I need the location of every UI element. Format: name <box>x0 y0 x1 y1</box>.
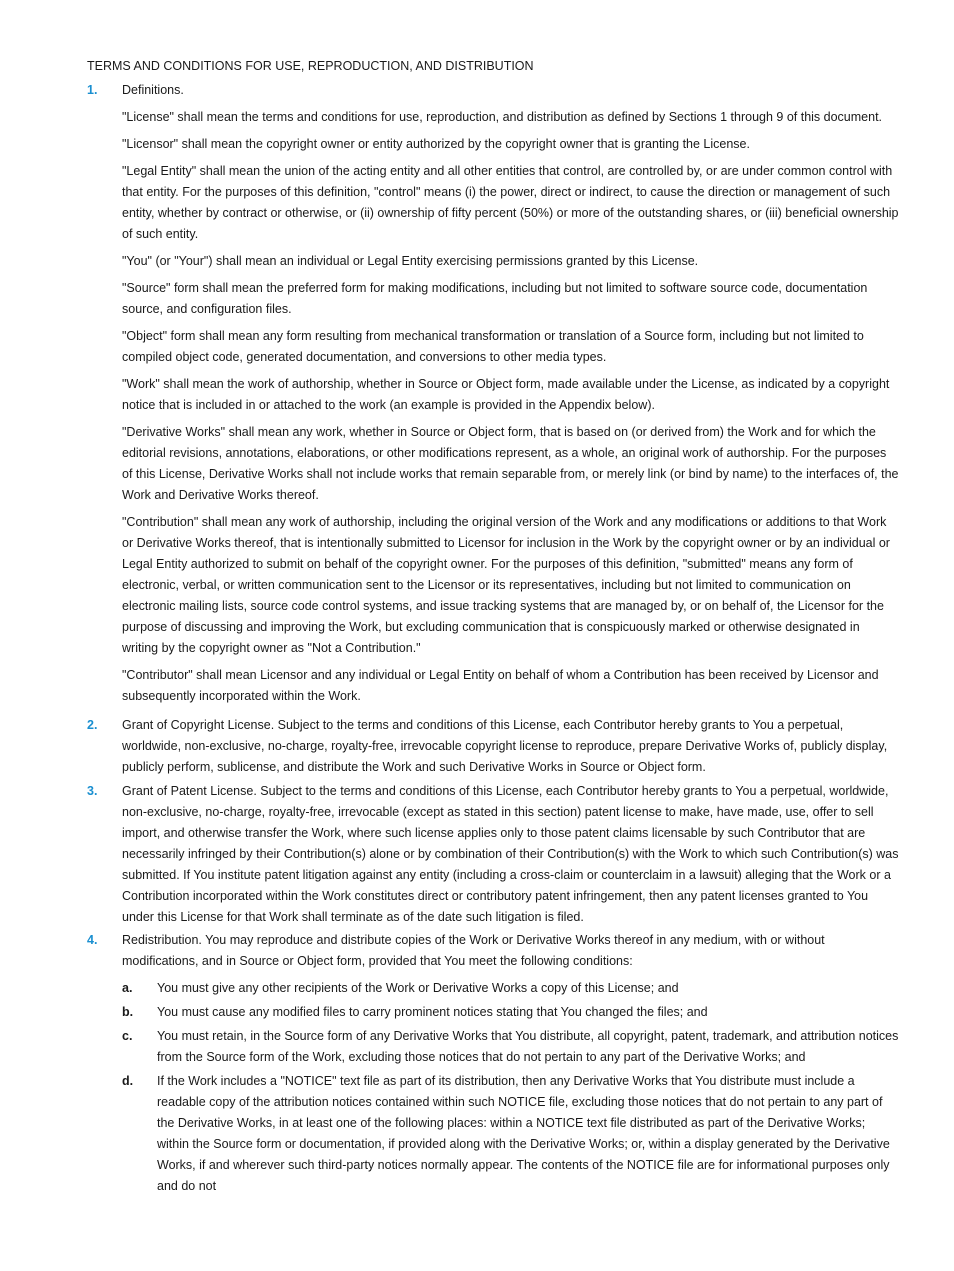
section-2 <box>87 715 899 784</box>
definition-paragraph: "Work" shall mean the work of authorship, whether in Source or Object form, made available under the License, as indicated by a copyright notice that is included in or attached to the work (an example is provided in the Appendix below). <box>122 377 890 412</box>
definition-paragraph: "Contributor" shall mean Licensor and any individual or Legal Entity on behalf of whom a Contribution has been received by Licensor and subsequently incorporated within the Work. <box>122 668 879 703</box>
section-body <box>122 930 899 1197</box>
list-item-letter: c. <box>122 1029 133 1043</box>
section-number: 2. <box>87 718 98 732</box>
section-body <box>122 715 899 778</box>
section-paragraph: Grant of Patent License. Subject to the terms and conditions of this License, each Contributor hereby grants to You a perpetual, worldwide, non-exclusive, no-charge, royalty-free, irrevocable (except as stated in this section) patent license to make, have made, use, offer to sell import, and otherwise transfer the Work, where such license applies only to those patent claims licensable by such Contributor that are necessarily infringed by their Contribution(s) alone or by combination of their Contribution(s) with the Work to which such Contribution(s) was submitted. If You institute patent litigation against any entity (including a cross-claim or counterclaim in a lawsuit) alleging that the Work or a Contribution incorporated within the Work constitutes direct or contributory patent infringement, then any patent licenses granted to You under this License for that Work shall terminate as of the date such litigation is filed. <box>122 784 899 924</box>
section-body <box>122 80 899 707</box>
definition-paragraph: "Object" form shall mean any form resulting from mechanical transformation or translation of a Source form, including but not limited to compiled object code, generated documentation, and conversions to other media types. <box>122 329 864 364</box>
definition-paragraph: "Licensor" shall mean the copyright owner or entity authorized by the copyright owner that is granting the License. <box>122 137 750 151</box>
section-number: 4. <box>87 933 98 947</box>
list-item-letter: b. <box>122 1005 134 1019</box>
definition-paragraph: "Source" form shall mean the preferred form for making modifications, including but not limited to software source code, documentation source, and configuration files. <box>122 281 868 316</box>
list-item-text: You must retain, in the Source form of any Derivative Works that You distribute, all copyright, patent, trademark, and attribution notices from the Source form of the Work, excluding those notices that do not pertain to any part of the Derivative Works; and <box>157 1029 899 1064</box>
list-item <box>122 1071 899 1197</box>
list-item-letter: a. <box>122 981 133 995</box>
section-heading: Definitions. <box>122 83 184 97</box>
section-body <box>122 781 899 928</box>
section-paragraph: Grant of Copyright License. Subject to the terms and conditions of this License, each Contributor hereby grants to You a perpetual, worldwide, non-exclusive, no-charge, royalty-free, irrevocable copyright license to reproduce, prepare Derivative Works of, publicly display, publicly perform, sublicense, and distribute the Work and such Derivative Works in Source or Object form. <box>122 718 888 774</box>
list-item <box>122 1002 899 1023</box>
list-item-text: If the Work includes a "NOTICE" text file as part of its distribution, then any Derivative Works that You distribute must include a readable copy of the attribution notices contained within such NOTICE file, excluding those notices that do not pertain to any part of the Derivative Works, in at least one of the following places: within a NOTICE text file distributed as part of the Derivative Works; within the Source form or documentation, if provided along with the Derivative Works; or, within a display generated by the Derivative Works, if and wherever such third-party notices normally appear. The contents of the NOTICE file are for informational purposes only and do not <box>157 1074 890 1193</box>
definition-paragraph: "Legal Entity" shall mean the union of the acting entity and all other entities that control, are controlled by, or are under common control with that entity. For the purposes of this definition, "control" means (i) the power, direct or indirect, to cause the direction or management of such entity, whether by contract or otherwise, or (ii) ownership of fifty percent (50%) or more of the outstanding shares, or (iii) beneficial ownership of such entity. <box>122 164 899 241</box>
section-1 <box>87 80 899 713</box>
document-title: TERMS AND CONDITIONS FOR USE, REPRODUCTION, AND DISTRIBUTION <box>87 59 534 73</box>
definition-paragraph: "Derivative Works" shall mean any work, whether in Source or Object form, that is based on (or derived from) the Work and for which the editorial revisions, annotations, elaborations, or other modifications represent, as a whole, an original work of authorship. For the purposes of this License, Derivative Works shall not include works that remain separable from, or merely link (or bind by name) to the interfaces of, the Work and Derivative Works thereof. <box>122 425 899 502</box>
definition-paragraph: "Contribution" shall mean any work of authorship, including the original version of the Work and any modifications or additions to that Work or Derivative Works thereof, that is intentionally submitted to Licensor for inclusion in the Work by the copyright owner or by an individual or Legal Entity authorized to submit on behalf of the copyright owner. For the purposes of this definition, "submitted" means any form of electronic, verbal, or written communication sent to the Licensor or its representatives, including but not limited to communication on electronic mailing lists, source code control systems, and issue tracking systems that are managed by, or on behalf of, the Licensor for the purpose of discussing and improving the Work, but excluding communication that is conspicuously marked or otherwise designated in writing by the copyright owner as "Not a Contribution." <box>122 515 890 655</box>
list-item-letter: d. <box>122 1074 134 1088</box>
list-item <box>122 978 899 999</box>
section-3 <box>87 781 899 934</box>
definition-paragraph: "License" shall mean the terms and conditions for use, reproduction, and distribution as defined by Sections 1 through 9 of this document. <box>122 110 883 124</box>
list-item-text: You must give any other recipients of the Work or Derivative Works a copy of this License; and <box>157 981 679 995</box>
section-number: 1. <box>87 83 98 97</box>
section-paragraph: Redistribution. You may reproduce and distribute copies of the Work or Derivative Works thereof in any medium, with or without modifications, and in Source or Object form, provided that You meet the following conditions: <box>122 933 825 968</box>
list-item-text: You must cause any modified files to carry prominent notices stating that You changed the files; and <box>157 1005 708 1019</box>
section-number: 3. <box>87 784 98 798</box>
definition-paragraph: "You" (or "Your") shall mean an individual or Legal Entity exercising permissions granted by this License. <box>122 254 699 268</box>
list-item <box>122 1026 899 1068</box>
section-4 <box>87 930 899 1200</box>
